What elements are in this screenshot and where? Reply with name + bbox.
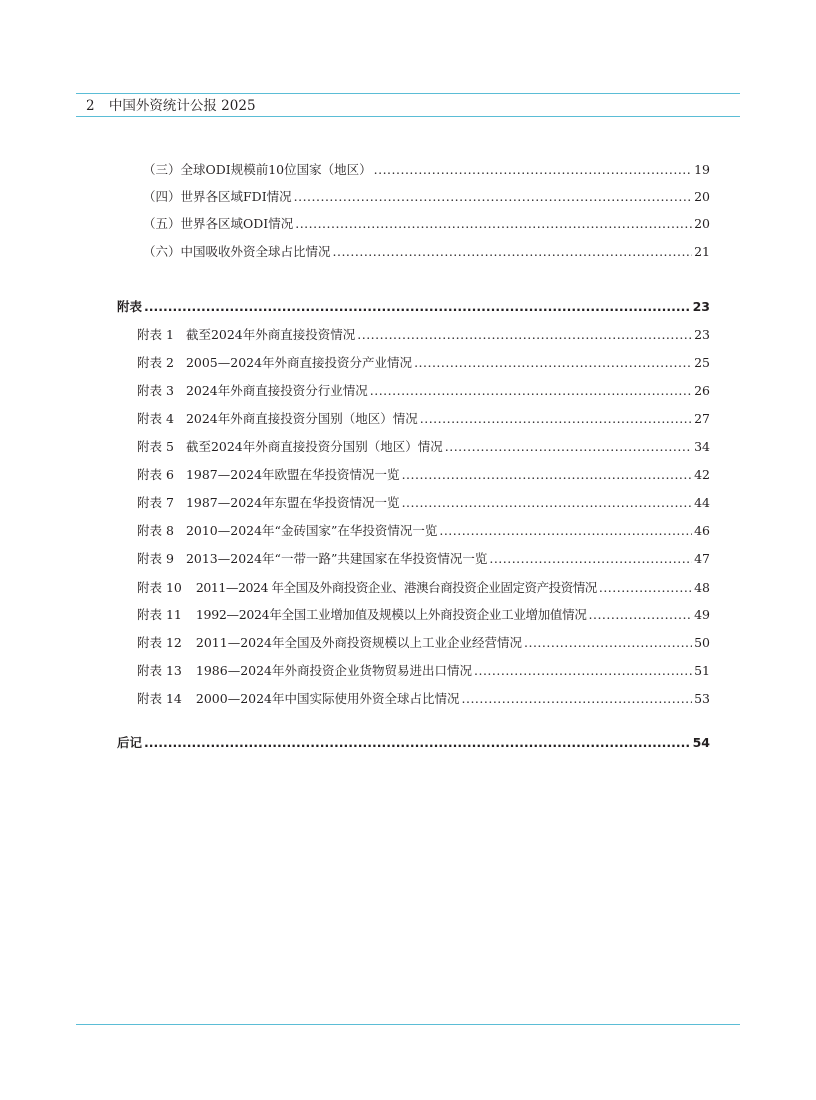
toc-entry[interactable] [137,633,710,651]
appendix-table-title: 2011—2024 年全国及外商投资企业、港澳台商投资企业固定资产投资情况 [195,580,597,595]
appendix-table-title: 1986—2024年外商投资企业货物贸易进出口情况 [195,663,473,678]
toc-entry-page: 23 [694,327,710,342]
toc-entry[interactable] [137,409,710,427]
toc-entry-page: 42 [694,467,710,482]
toc-entry-page: 53 [694,691,710,706]
toc-entry-page: 20 [694,189,710,204]
toc-entry-page: 54 [692,735,710,750]
toc-entry-page: 19 [694,162,710,177]
toc-entry-page: 20 [694,216,710,231]
appendix-table-code: 附表 14 [137,691,182,706]
appendix-table-code: 附表 12 [137,635,182,650]
dot-leader [295,216,692,231]
appendix-table-code: 附表 11 [137,607,182,622]
toc-entry[interactable] [137,381,710,399]
header-bottom-rule [76,116,740,117]
appendix-table-code: 附表 9 [137,551,174,566]
appendix-table-title: 2013—2024年“一带一路”共建国家在华投资情况一览 [185,551,488,566]
appendix-table-title: 截至2024年外商直接投资情况 [185,327,356,342]
toc-entry-page: 51 [694,663,710,678]
dot-leader [357,327,692,342]
appendix-table-code: 附表 5 [137,439,174,454]
toc-entry-page: 44 [694,495,710,510]
toc-entry-label: （五）世界各区域ODI情况 [143,216,294,231]
dot-leader [294,189,692,204]
appendix-table-title: 1992—2024年全国工业增加值及规模以上外商投资企业工业增加值情况 [195,607,587,622]
dot-leader [333,244,693,259]
toc-entry-page: 26 [694,383,710,398]
dot-leader [144,735,691,750]
toc-entry[interactable] [137,437,710,455]
toc-entry[interactable] [137,325,710,343]
dot-leader [370,383,692,398]
toc-entry[interactable] [137,465,710,483]
dot-leader [489,551,692,566]
appendix-table-title: 1987—2024年东盟在华投资情况一览 [185,495,400,510]
appendix-table-code: 附表 6 [137,467,174,482]
toc-entry[interactable] [143,214,710,232]
toc-entry[interactable] [137,549,710,567]
toc-entry-page: 47 [694,551,710,566]
toc-entry-label: 附表 [117,299,143,314]
appendix-table-code: 附表 10 [137,580,182,595]
toc-entry-page: 48 [694,580,710,595]
appendix-table-code: 附表 8 [137,523,174,538]
appendix-table-title: 2011—2024年全国及外商投资规模以上工业企业经营情况 [195,635,523,650]
dot-leader [402,495,693,510]
dot-leader [474,663,692,678]
appendix-table-title: 1987—2024年欧盟在华投资情况一览 [185,467,400,482]
report-title: 中国外资统计公报 2025 [108,98,256,114]
toc-entry-label: 后记 [117,735,143,750]
appendix-table-code: 附表 2 [137,355,174,370]
footer-rule [76,1024,740,1025]
toc-entry[interactable] [143,187,710,205]
dot-leader [402,467,693,482]
dot-leader [144,299,691,314]
dot-leader [589,607,693,622]
appendix-table-code: 附表 13 [137,663,182,678]
appendix-table-code: 附表 1 [137,327,174,342]
toc-entry-page: 46 [694,523,710,538]
toc-entry-page: 27 [694,411,710,426]
dot-leader [414,355,692,370]
toc-entry-page: 25 [694,355,710,370]
toc-postscript[interactable] [117,733,710,751]
page-number: 2 [86,98,95,114]
toc-entry-page: 21 [694,244,710,259]
toc-entry[interactable] [137,689,710,707]
appendix-table-code: 附表 7 [137,495,174,510]
toc-entry-page: 50 [694,635,710,650]
appendix-table-title: 2010—2024年“金砖国家”在华投资情况一览 [185,523,438,538]
toc-entry[interactable] [143,242,710,260]
dot-leader [599,580,692,595]
appendix-table-title: 2005—2024年外商直接投资分产业情况 [185,355,413,370]
toc-entry[interactable] [137,578,710,596]
appendix-table-title: 2024年外商直接投资分国别（地区）情况 [185,411,418,426]
dot-leader [420,411,692,426]
toc-entry-page: 34 [694,439,710,454]
toc-entry[interactable] [137,605,710,623]
toc-entry[interactable] [137,661,710,679]
appendix-table-code: 附表 3 [137,383,174,398]
dot-leader [374,162,692,177]
toc-entry[interactable] [143,160,710,178]
toc-appendix-heading[interactable] [117,297,710,315]
toc-entry[interactable] [137,521,710,539]
toc-entry[interactable] [137,493,710,511]
toc-entry-page: 23 [692,299,710,314]
running-header [86,94,256,114]
toc-entry-label: （三）全球ODI规模前10位国家（地区） [143,162,372,177]
toc-entry-label: （四）世界各区域FDI情况 [143,189,292,204]
appendix-table-title: 2000—2024年中国实际使用外资全球占比情况 [195,691,460,706]
toc-entry[interactable] [137,353,710,371]
appendix-table-title: 2024年外商直接投资分行业情况 [185,383,368,398]
toc-entry-label: （六）中国吸收外资全球占比情况 [143,244,331,259]
dot-leader [439,523,692,538]
dot-leader [524,635,692,650]
dot-leader [445,439,692,454]
appendix-table-title: 截至2024年外商直接投资分国别（地区）情况 [185,439,443,454]
toc-entry-page: 49 [694,607,710,622]
dot-leader [462,691,693,706]
appendix-table-code: 附表 4 [137,411,174,426]
